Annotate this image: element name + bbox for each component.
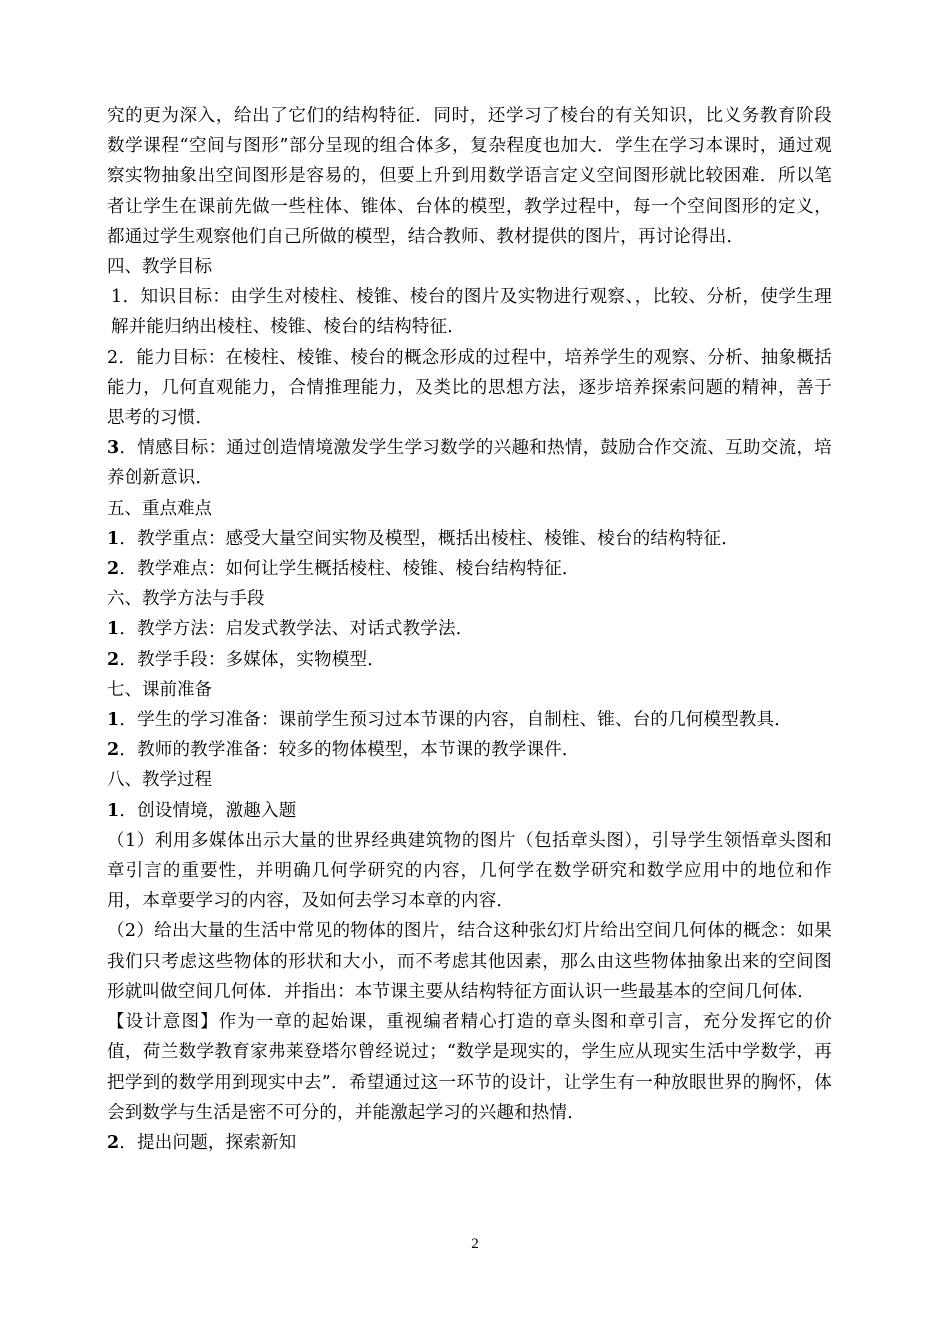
- difficulty-item: [107, 554, 832, 584]
- item-number: 2: [107, 649, 120, 670]
- objective-item-ability: [107, 343, 832, 434]
- item-text: ．教师的教学准备：较多的物体模型，本节课的教学课件．: [119, 740, 580, 761]
- item-number: 2: [107, 1132, 120, 1153]
- student-prep-item: [107, 705, 832, 735]
- item-text: ．创设情境，激趣入题: [119, 800, 297, 821]
- item-number: 1: [107, 619, 120, 640]
- means-item: [107, 645, 832, 675]
- item-number: 2: [107, 559, 120, 580]
- item-text: ．教学难点：如何让学生概括棱柱、棱锥、棱台结构特征．: [119, 559, 580, 580]
- process-step-2: [107, 1128, 832, 1158]
- item-text: ．教学方法：启发式教学法、对话式教学法．: [119, 619, 474, 640]
- objective-item-emotion: [107, 433, 832, 493]
- item-number: 3: [107, 438, 120, 459]
- process-sub-1: （1）利用多媒体出示大量的世界经典建筑物的图片（包括章头图），引导学生领悟章头图和章引言的重要性，并明确几何学研究的内容，几何学在数学研究和数学应用中的地位和作用，本章要学习的内容，及如何去学习本章的内容．: [107, 830, 832, 912]
- method-item: [107, 614, 832, 644]
- item-number: 1: [107, 800, 120, 821]
- intro-paragraph: 究的更为深入，给出了它们的结构特征．同时，还学习了棱台的有关知识，比义务教育阶段数学课程“空间与图形”部分呈现的组合体多，复杂程度也加大．学生在学习本课时，通过观察实物抽象出空间图形是容易的，但要上升到用数学语言定义空间图形就比较困难．所以笔者让学生在课前先做一些柱体、锥体、台体的模型，教学过程中，每一个空间图形的定义，都通过学生观察他们自己所做的模型，结合教师、教材提供的图片，再讨论得出．: [107, 106, 832, 247]
- section-heading-objectives: 四、教学目标: [107, 257, 212, 278]
- item-number: 1: [111, 287, 123, 308]
- page-number: 2: [471, 1236, 479, 1252]
- item-text: ．教学手段：多媒体，实物模型．: [119, 649, 385, 670]
- section-heading-process: 八、教学过程: [107, 770, 212, 791]
- design-intent-paragraph: 【设计意图】作为一章的起始课，重视编者精心打造的章头图和章引言，充分发挥它的价值，荷兰数学教育家弗莱登塔尔曾经说过；“数学是现实的，学生应从现实生活中学数学，再把学到的数学用到现实中去”．希望通过这一环节的设计，让学生有一种放眼世界的胸怀，体会到数学与生活是密不可分的，并能激起学习的兴趣和热情．: [107, 1012, 832, 1123]
- item-text: ．能力目标：在棱柱、棱锥、棱台的概念形成的过程中，培养学生的观察、分析、抽象概括能力，几何直观能力，合情推理能力，及类比的思想方法，逐步培养探索问题的精神，善于思考的习惯．: [107, 347, 832, 429]
- item-number: 1: [107, 710, 120, 731]
- process-sub-2: （2）给出大量的生活中常见的物体的图片，结合这种张幻灯片给出空间几何体的概念：如果我们只考虑这些物体的形状和大小，而不考虑其他因素，那么由这些物体抽象出来的空间图形就叫做空间几何体．并指出：本节课主要从结构特征方面认识一些最基本的空间几何体．: [107, 921, 832, 1002]
- section-heading-preparation: 七、课前准备: [107, 679, 212, 700]
- teacher-prep-item: [107, 735, 832, 765]
- item-text: ．知识目标：由学生对棱柱、棱锥、棱台的图片及实物进行观察、，比较、分析，使学生理解并能归纳出棱柱、棱锥、棱台的结构特征．: [111, 287, 832, 338]
- item-number: 2: [107, 347, 119, 368]
- item-number: 1: [107, 528, 120, 549]
- item-text: ．教学重点：感受大量空间实物及模型，概括出棱柱、棱锥、棱台的结构特征．: [119, 528, 739, 549]
- process-step-1: [107, 796, 832, 826]
- section-heading-methods: 六、教学方法与手段: [107, 589, 265, 610]
- item-text: ．学生的学习准备：课前学生预习过本节课的内容，自制柱、锥、台的几何模型教具．: [119, 710, 792, 731]
- item-number: 2: [107, 740, 120, 761]
- section-heading-key-points: 五、重点难点: [107, 498, 212, 519]
- item-text: ．情感目标：通过创造情境激发学生学习数学的兴趣和热情，鼓励合作交流、互助交流，培养创新意识．: [107, 438, 832, 489]
- objective-item-knowledge: [107, 282, 832, 342]
- item-text: ．提出问题，探索新知: [119, 1132, 297, 1153]
- key-point-item: [107, 524, 832, 554]
- page-content: [107, 101, 832, 1158]
